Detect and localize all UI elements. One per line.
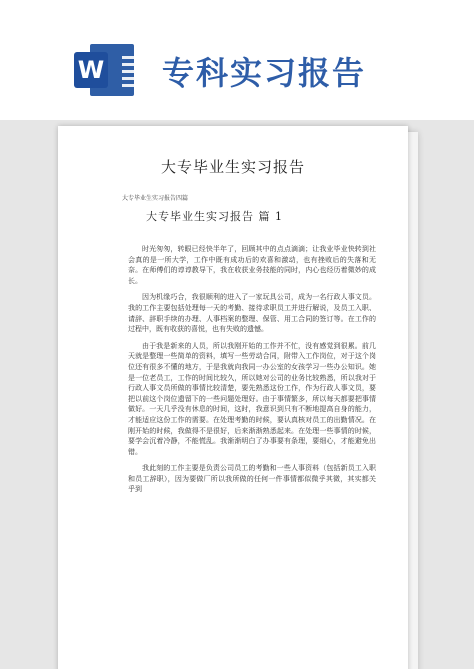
word-icon-badge: W xyxy=(74,52,108,88)
body-paragraph: 由于我是新来的人员，所以我刚开始的工作并不忙，没有感觉到很累。前几天就是整理一些简单的资料，填写一些劳动合同，附带入工作岗位，对于这个岗位还有很多不懂的地方，于是我就向我同一办公室的女孩学习一些办公知识。她是一位老员工，工作的时间比较久，所以她对公司的业务比较熟悉，所以我对于行政人事文员所做的事情比较清楚，要先熟悉这份工作，作为行政人事文员，要把以前这个岗位遗留下的一些问题处理好。由于事情繁多，所以每天都要把事情做好。一天几乎没有休息的时间，这时，我意识到只有不断地提高自身的能力，才能适应这份工作的需要。在处理考勤的时候，要认真核对员工的出勤情况。在刚开始的时候，我做得不是很好，后来渐渐熟悉起来。在处理一些事情的时候，要学会沉着冷静，不能慌乱。我渐渐明白了办事要有条理，要细心，才能避免出错。 xyxy=(128,341,376,456)
banner xyxy=(0,0,474,120)
document-title: 大专毕业生实习报告 xyxy=(160,158,305,176)
word-document-icon xyxy=(74,44,134,96)
document-caption: 大专毕业生实习报告四篇 xyxy=(122,195,189,202)
document-body xyxy=(128,244,376,501)
body-paragraph: 我此刻的工作主要是负责公司员工的考勤和一些人事资料（包括新员工入职和员工辞职），因为要做厂所以我所做的任何一件事情都似微乎其微，其实都关乎到 xyxy=(128,464,376,494)
body-paragraph: 因为机缘巧合，我很顺利的进入了一家玩具公司，成为一名行政人事文员。我的工作主要包括处理每一天的考勤、接待求职员工并进行解说，及员工入职、请辞、辞职手续的办理、人事档案的整理、保管、用工合同的签订等。在工作的过程中，既有收获的喜悦，也有失败的遗憾。 xyxy=(128,293,376,334)
word-icon-lines xyxy=(122,56,144,91)
document-page xyxy=(58,126,408,669)
document-subtitle: 大专毕业生实习报告 篇 1 xyxy=(146,210,283,223)
banner-title: 专科实习报告 xyxy=(162,54,367,92)
body-paragraph: 时光匆匆，转眼已经快半年了，回顾其中的点点滴滴；让我业毕业快转到社会真的是一所大学，工作中既有成功后的欢喜和激动，也有挫败后的失落和无奈。在师傅们的谆谆教导下，我在收获业务技能的同时，内心也经历着微妙的成长。 xyxy=(128,245,376,285)
